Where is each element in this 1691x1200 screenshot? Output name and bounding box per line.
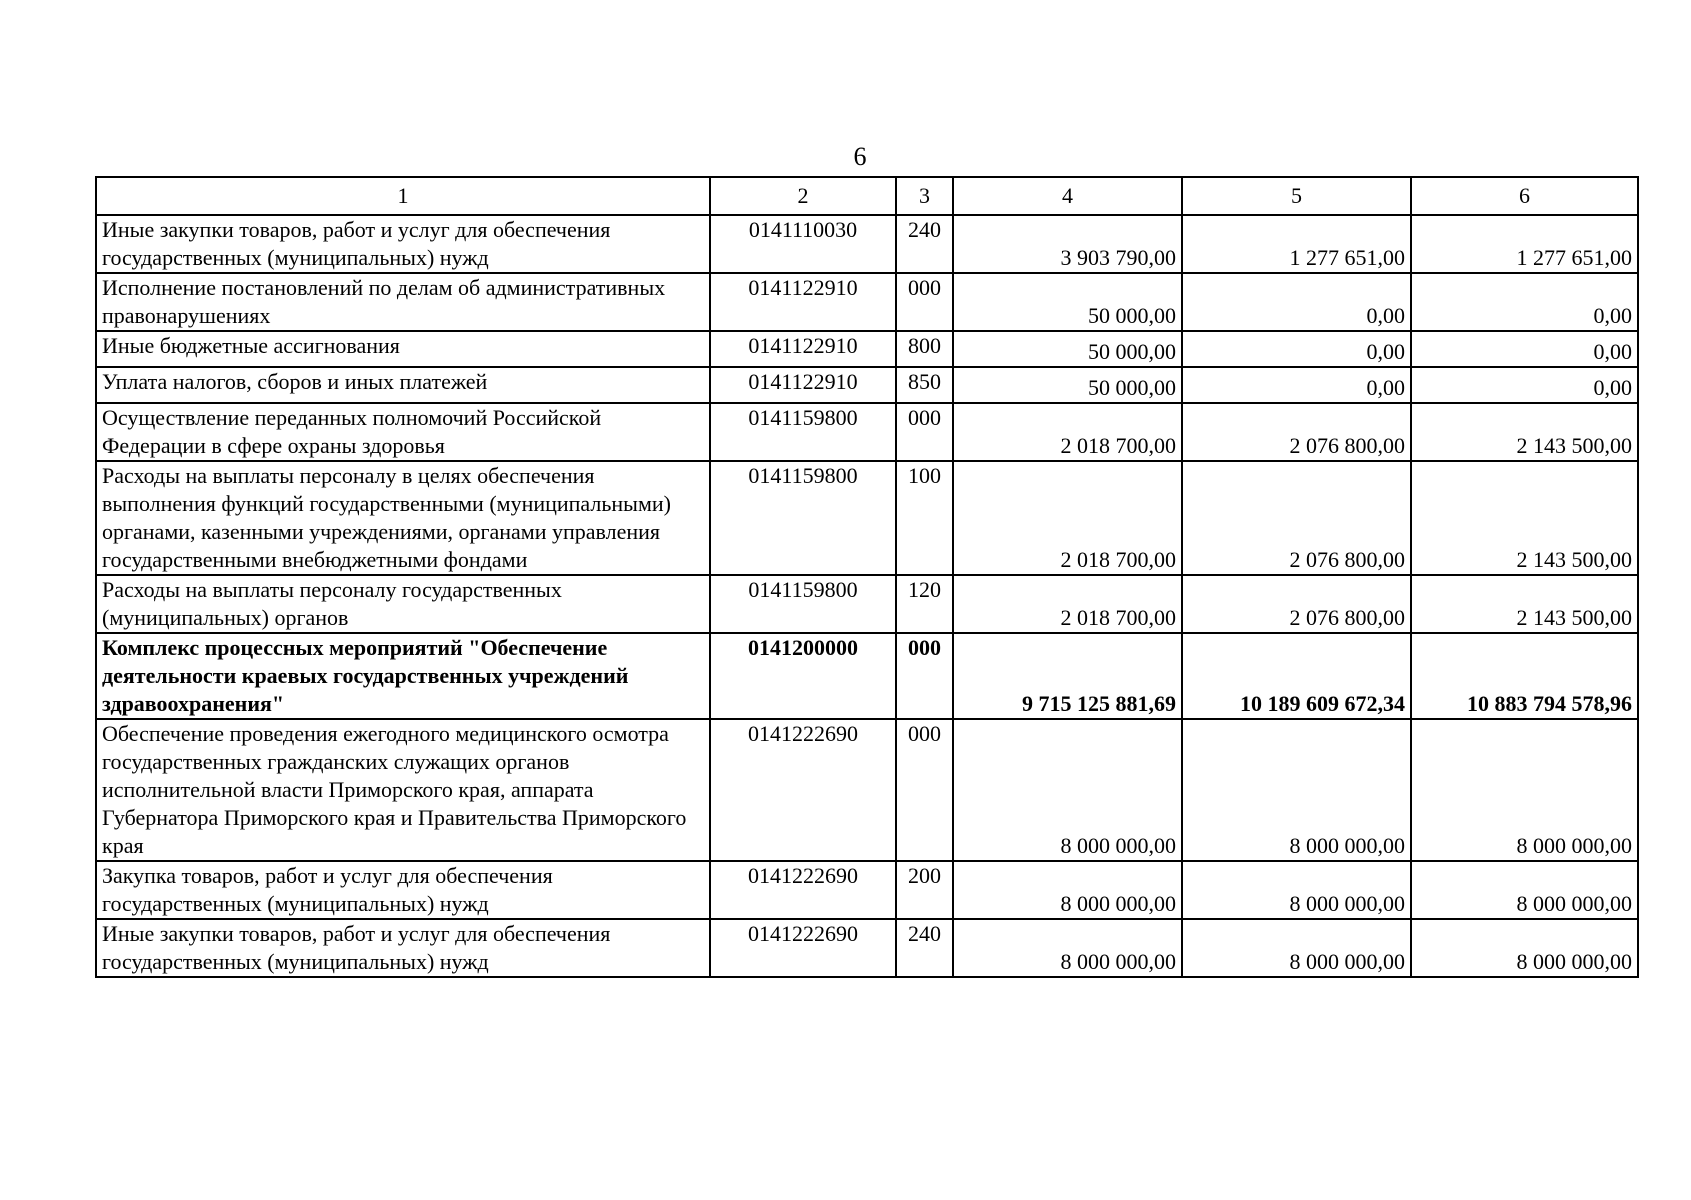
- row-amount-6: 2 143 500,00: [1411, 461, 1638, 575]
- row-name: Закупка товаров, работ и услуг для обеспечения государственных (муниципальных) нужд: [96, 861, 710, 919]
- row-amount-5: 2 076 800,00: [1182, 575, 1411, 633]
- row-amount-4: 8 000 000,00: [953, 861, 1182, 919]
- table-row: [96, 461, 1638, 575]
- row-amount-4: 50 000,00: [953, 331, 1182, 367]
- row-amount-5: 8 000 000,00: [1182, 919, 1411, 977]
- row-amount-6: 8 000 000,00: [1411, 919, 1638, 977]
- row-amount-6: 0,00: [1411, 273, 1638, 331]
- table-row: [96, 273, 1638, 331]
- row-type: 000: [896, 633, 953, 719]
- column-header-row: [96, 177, 1638, 215]
- column-header: 4: [953, 177, 1182, 215]
- row-amount-5: 0,00: [1182, 367, 1411, 403]
- row-code: 0141110030: [710, 215, 896, 273]
- row-amount-6: 0,00: [1411, 367, 1638, 403]
- row-amount-6: 2 143 500,00: [1411, 403, 1638, 461]
- row-amount-4: 2 018 700,00: [953, 461, 1182, 575]
- row-name: Комплекс процессных мероприятий "Обеспечение деятельности краевых государственных учреждений здравоохранения": [96, 633, 710, 719]
- table-row: [96, 919, 1638, 977]
- column-header: 5: [1182, 177, 1411, 215]
- row-amount-4: 50 000,00: [953, 367, 1182, 403]
- row-name: Уплата налогов, сборов и иных платежей: [96, 367, 710, 403]
- row-amount-5: 0,00: [1182, 331, 1411, 367]
- row-code: 0141122910: [710, 367, 896, 403]
- row-amount-5: 2 076 800,00: [1182, 403, 1411, 461]
- table-row: [96, 575, 1638, 633]
- table-row: [96, 719, 1638, 861]
- row-name: Исполнение постановлений по делам об административных правонарушениях: [96, 273, 710, 331]
- row-type: 200: [896, 861, 953, 919]
- row-code: 0141159800: [710, 461, 896, 575]
- row-amount-6: 0,00: [1411, 331, 1638, 367]
- row-name: Иные бюджетные ассигнования: [96, 331, 710, 367]
- row-amount-5: 10 189 609 672,34: [1182, 633, 1411, 719]
- row-amount-5: 8 000 000,00: [1182, 861, 1411, 919]
- row-type: 100: [896, 461, 953, 575]
- budget-table: [95, 176, 1639, 978]
- row-amount-4: 9 715 125 881,69: [953, 633, 1182, 719]
- row-amount-5: 1 277 651,00: [1182, 215, 1411, 273]
- table-row: [96, 331, 1638, 367]
- column-header: 6: [1411, 177, 1638, 215]
- row-amount-5: 0,00: [1182, 273, 1411, 331]
- column-header: 3: [896, 177, 953, 215]
- row-amount-4: 8 000 000,00: [953, 919, 1182, 977]
- row-amount-4: 3 903 790,00: [953, 215, 1182, 273]
- row-amount-6: 2 143 500,00: [1411, 575, 1638, 633]
- row-name: Иные закупки товаров, работ и услуг для обеспечения государственных (муниципальных) нужд: [96, 919, 710, 977]
- row-code: 0141159800: [710, 575, 896, 633]
- row-code: 0141222690: [710, 719, 896, 861]
- row-amount-5: 8 000 000,00: [1182, 719, 1411, 861]
- row-name: Обеспечение проведения ежегодного медицинского осмотра государственных гражданских служащих органов исполнительной власти Приморского края, аппарата Губернатора Приморского края и Правительства Приморского края: [96, 719, 710, 861]
- table-row: [96, 215, 1638, 273]
- row-name: Расходы на выплаты персоналу в целях обеспечения выполнения функций государственными (муниципальными) органами, казенными учреждениями, органами управления государственными внебюджетными фондами: [96, 461, 710, 575]
- row-code: 0141222690: [710, 919, 896, 977]
- row-amount-6: 10 883 794 578,96: [1411, 633, 1638, 719]
- row-amount-4: 2 018 700,00: [953, 575, 1182, 633]
- table-row: [96, 861, 1638, 919]
- row-amount-6: 8 000 000,00: [1411, 719, 1638, 861]
- row-code: 0141222690: [710, 861, 896, 919]
- row-code: 0141122910: [710, 331, 896, 367]
- row-name: Расходы на выплаты персоналу государственных (муниципальных) органов: [96, 575, 710, 633]
- row-name: Осуществление переданных полномочий Российской Федерации в сфере охраны здоровья: [96, 403, 710, 461]
- row-amount-6: 1 277 651,00: [1411, 215, 1638, 273]
- row-type: 120: [896, 575, 953, 633]
- table-row: [96, 403, 1638, 461]
- row-code: 0141122910: [710, 273, 896, 331]
- row-type: 000: [896, 403, 953, 461]
- column-header: 1: [96, 177, 710, 215]
- column-header: 2: [710, 177, 896, 215]
- row-amount-4: 50 000,00: [953, 273, 1182, 331]
- row-type: 000: [896, 719, 953, 861]
- row-type: 850: [896, 367, 953, 403]
- row-type: 800: [896, 331, 953, 367]
- row-name: Иные закупки товаров, работ и услуг для обеспечения государственных (муниципальных) нужд: [96, 215, 710, 273]
- row-type: 240: [896, 215, 953, 273]
- table-row-section: [96, 633, 1638, 719]
- row-code: 0141200000: [710, 633, 896, 719]
- table-row: [96, 367, 1638, 403]
- row-amount-5: 2 076 800,00: [1182, 461, 1411, 575]
- row-amount-4: 2 018 700,00: [953, 403, 1182, 461]
- row-amount-6: 8 000 000,00: [1411, 861, 1638, 919]
- row-type: 240: [896, 919, 953, 977]
- row-amount-4: 8 000 000,00: [953, 719, 1182, 861]
- page-number: 6: [853, 142, 867, 171]
- row-type: 000: [896, 273, 953, 331]
- row-code: 0141159800: [710, 403, 896, 461]
